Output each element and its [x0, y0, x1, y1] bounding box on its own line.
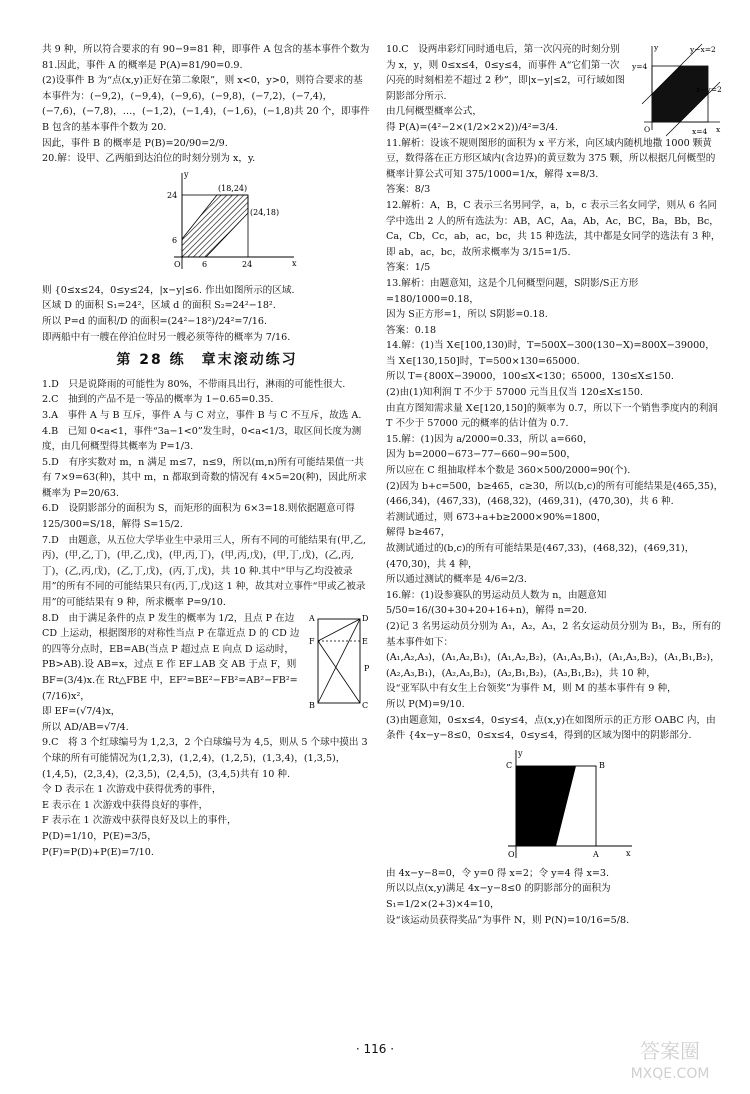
fig8-label-E: E [362, 636, 368, 646]
problem-10-figure [632, 42, 724, 138]
problem-8-figure [308, 611, 372, 711]
fig20-tick-x6: 6 [202, 259, 208, 269]
answer-3: 3.A 事件 A 与 B 互斥，事件 A 与 C 对立，事件 B 与 C 不互斥，故选 A. [42, 409, 362, 421]
answer-6: 6.D 设阴影部分的面积为 S，而矩形的面积为 6×3=18.则依据题意可得 125/300=S/18，解得 S=15/2. [42, 503, 358, 531]
answer-16-3: (2)记 3 名男运动员分别为 A₁，A₂，A₃，2 名女运动员分别为 B₁，B₂，所有的基本事件如下： [386, 620, 722, 648]
answer-12-final: 答案：1/5 [386, 262, 431, 274]
fig16-y-label: y [518, 748, 523, 758]
answer-15-1: 15.解：(1)因为 a/2000=0.33，所以 a=660， [386, 433, 593, 445]
fig20-tick-y24: 24 [167, 190, 178, 200]
answer-16-7: (3)由题意知，0≤x≤4，0≤y≤4，点(x,y)在如图所示的正方形 OABC 内，由条件 {4x−y−8≤0，0≤x≤4，0≤y≤4，得到的区域为图中的阴影部分. [386, 714, 716, 742]
answer-16-2: 5/50=16/(30+30+20+16+n)，解得 n=20. [386, 605, 587, 617]
fig8-label-D: D [362, 613, 369, 623]
left-top-para-3: 因此，事件 B 的概率是 P(B)=20/90=2/9. [42, 137, 228, 149]
answer-15-8: 所以通过测试的概率是 4/6=2/3. [386, 574, 527, 586]
fig20-point-24-18: (24,18) [250, 207, 280, 217]
fig10-y-label: y [654, 43, 659, 52]
fig10-origin: O [644, 125, 651, 134]
fig8-label-A: A [309, 613, 315, 623]
answer-7: 7.D 由题意，从五位大学毕业生中录用三人，所有不同的可能结果有(甲,乙,丙)，(甲,乙,丁)，(甲,乙,戊)，(甲,丙,丁)，(甲,丙,戊)，(甲,丁,戊)，(乙,丙,丁)，(乙,丙,戊)，(乙,丁,戊)，(丙,丁,戊)，共 10 种.其中“甲与乙均没被录用”的所有不同的可能结果只有(丙,丁,戊)这 1 种，故其对立事件“甲或乙被录用”的可能结果有 9 种，所求概率 P=9/10. [42, 534, 367, 609]
fig20-x-label: x [292, 258, 297, 268]
left-top-para-2: (2)设事件 B 为“点(x,y)正好在第二象限”，则 x<0，y>0，则符合要求的基本事件为：(−9,2)，(−9,4)，(−9,6)，(−9,8)，(−7,2)，(−7,4)，(−7,6)，(−7,8)，…，(−1,2)，(−1,4)，(−1,6)，(−1,8)共 20 个，即事件 B 包含的基本事件个数为 20. [42, 75, 373, 133]
answer-8: 8.D 由于满足条件的点 P 发生的概率为 1/2，且点 P 在边 CD 上运动，根据图形的对称性当点 P 在靠近点 D 的 CD 边的四等分点时，EB=AB(当点 P 超过点 E 向点 D 运动时，PB>AB).设 AB=x，过点 E 作 EF⊥AB 交 AB 于点 F，则 BF=(3/4)x.在 Rt△FBE 中，EF²=BE²−FB²=AB²−FB²=(7/16)x²， [42, 612, 300, 702]
answer-4: 4.B 已知 0<a<1，事件“3a−1<0”发生时，0<a<1/3，取区间长度为测度，由几何概型得其概率为 P=1/3. [42, 425, 362, 453]
watermark-line-2: MXQE.COM [630, 1066, 710, 1082]
answer-11-final: 答案：8/3 [386, 184, 431, 196]
fig10-line-x4: x=4 [692, 127, 708, 136]
left-mid-para-2: 区域 D 的面积 S₁=24²，区域 d 的面积 S₂=24²−18². [42, 300, 276, 312]
problem-20-figure [162, 169, 302, 281]
section-title: 第 28 练 章末滚动练习 [116, 352, 298, 369]
answer-2: 2.C 抽到的产品不是一等品的概率为 1−0.65=0.35. [42, 394, 274, 406]
right-column [386, 42, 724, 928]
left-top-para-1: 共 9 种，所以符合要求的有 90−9=81 种，即事件 A 包含的基本事件个数为 81.因此，事件 A 的概率是 P(A)=81/90=0.9. [42, 44, 373, 71]
fig20-tick-y6: 6 [172, 235, 178, 245]
left-mid-para-1: 则 {0≤x≤24，0≤y≤24，|x−y|≤6. 作出如图所示的区域. [42, 284, 295, 296]
answer-11: 11.解析：设该不规则图形的面积为 x 平方米，向区域内随机地撒 1000 颗黄豆，数得落在正方形区域内(含边界)的黄豆数为 375 颗，所以根据几何概型的概率计算公式可知 375/1000=1/x，解得 x=8/3. [386, 137, 716, 180]
answer-13-b: 因为 S正方形=1，所以 S阴影=0.18. [386, 309, 548, 321]
watermark-logo [606, 1034, 734, 1084]
answer-13: 13.解析：由题意知，这是个几何概型问题，S阴影/S正方形=180/1000=0.18， [386, 277, 639, 305]
fig8-label-B: B [309, 700, 315, 710]
fig10-line-yx2: y−x=2 [690, 45, 716, 54]
watermark-line-1: 答案圈 [640, 1039, 700, 1063]
answer-15-6: 解得 b≥467， [386, 527, 451, 539]
answer-15-4: (2)因为 b+c=500，b≥465，c≥30，所以(b,c)的所有可能结果是(465,35)，(466,34)，(467,33)，(468,32)，(469,31)，(470,30)，共 6 种. [386, 480, 724, 508]
answer-1: 1.D 只是说降雨的可能性为 80%，不带雨具出行，淋雨的可能性很大. [42, 378, 346, 390]
answer-16-4: (A₁,A₂,A₃)，(A₁,A₂,B₁)，(A₁,A₂,B₂)，(A₁,A₃,B₁)，(A₁,A₃,B₂)，(A₁,B₁,B₂)，(A₂,A₃,B₁)，(A₂,A₃,B₂)，(A₂,B₁,B₂)，(A₃,B₁,B₂)，共 10 种， [386, 652, 720, 679]
fig8-label-F: F [309, 636, 315, 646]
answer-9-d: 令 D 表示在 1 次游戏中获得优秀的事件， [42, 784, 222, 796]
fig20-y-label: y [184, 169, 189, 179]
answer-14-3: 所以 T={800X−39000，100≤X<130；65000，130≤X≤150. [386, 371, 674, 383]
answer-16-8: 由 4x−y−8=0，令 y=0 得 x=2；令 y=4 得 x=3. [386, 867, 610, 879]
left-mid-para-4: 即两船中有一艘在停泊位时另一艘必须等待的概率为 7/16. [42, 331, 291, 343]
left-top-para-4: 20.解：设甲、乙两船到达泊位的时刻分别为 x，y. [42, 153, 256, 165]
fig16-label-A: A [593, 849, 599, 859]
problem-16-figure [486, 746, 636, 864]
fig10-x-label: x [716, 125, 721, 134]
answer-14-4: (2)由(1)知利润 T 不少于 57000 元当且仅当 120≤X≤150. [386, 387, 644, 399]
answer-16-9: 所以以点(x,y)满足 4x−y−8≤0 的阴影部分的面积为 [386, 883, 611, 895]
left-column [42, 42, 372, 860]
answer-15-5: 若测试通过，则 673+a+b≥2000×90%=1800， [386, 511, 607, 523]
fig16-label-C: C [506, 760, 513, 770]
answer-8-block [42, 611, 372, 710]
fig16-label-B: B [599, 760, 605, 770]
fig16-x-label: x [626, 848, 631, 858]
answer-8-ratio: 所以 AD/AB=√7/4. [42, 721, 129, 733]
answer-9-f: F 表示在 1 次游戏中获得良好及以上的事件， [42, 815, 237, 827]
fig10-line-y4: y=4 [632, 62, 648, 71]
answer-14-1: 14.解：(1)当 X∈[100,130)时，T=500X−300(130−X)=800X−39000， [386, 340, 715, 352]
left-mid-para-3: 所以 P=d 的面积/D 的面积=(24²−18²)/24²=7/16. [42, 315, 268, 327]
fig10-line-xy2: x−y=2 [696, 85, 722, 94]
answer-9-pf: P(F)=P(D)+P(E)=7/10. [42, 846, 154, 858]
answer-15-2: 因为 b=2000−673−77−660−90=500， [386, 449, 576, 461]
answer-16-11: 设“该运动员获得奖品”为事件 N，则 P(N)=10/16=5/8. [386, 914, 630, 926]
answer-16-5: 设“亚军队中有女生上台领奖”为事件 M，则 M 的基本事件有 9 种， [386, 683, 677, 695]
answer-14-2: 当 X∈[130,150]时，T=500×130=65000. [386, 355, 580, 367]
answer-10-formula-intro: 由几何概型概率公式， [386, 106, 482, 118]
fig20-origin: O [174, 259, 181, 269]
answer-10-result: 得 P(A)=(4²−2×(1/2×2×2))/4²=3/4. [386, 121, 559, 133]
fig20-tick-x24: 24 [242, 259, 253, 269]
answer-10: 10.C 设两串彩灯同时通电后，第一次闪亮的时刻分别为 x，y，则 0≤x≤4，0≤y≤4，而事件 A“它们第一次闪亮的时刻相差不超过 2 秒”，即|x−y|≤2，可行域如图阴影部分所示. [386, 44, 625, 102]
fig8-label-C: C [362, 700, 369, 710]
answer-9: 9.C 将 3 个红球编号为 1,2,3，2 个白球编号为 4,5，则从 5 个球中摸出 3 个球的所有可能情况为(1,2,3)，(1,2,4)，(1,2,5)，(1,3,4)，(1,3,5)，(1,4,5)，(2,3,4)，(2,3,5)，(2,4,5)，(3,4,5)共有 10 种. [42, 737, 371, 780]
answer-14-5: 由直方图知需求量 X∈[120,150]的频率为 0.7，所以下一个销售季度内的利润 T 不少于 57000 元的概率的估计值为 0.7. [386, 402, 721, 430]
fig8-label-P: P [364, 663, 370, 673]
answer-13-final: 答案：0.18 [386, 324, 437, 336]
answer-9-pde: P(D)=1/10，P(E)=3/5， [42, 830, 157, 842]
fig16-label-O: O [508, 849, 515, 859]
answer-5: 5.D 有序实数对 m，n 满足 m≤7，n≤9，所以(m,n)所有可能结果值一共有 7×9=63(种)，其中 m，n 都取到奇数的情况有 4×5=20(种)，因此所求概率为 P=20/63. [42, 456, 367, 499]
answer-15-7: 故测试通过的(b,c)的所有可能结果是(467,33)，(468,32)，(469,31)，(470,30)，共 4 种， [386, 543, 695, 570]
page-number: · 116 · [355, 1042, 395, 1056]
answer-16-10: S₁=1/2×(2+3)×4=10， [386, 898, 500, 910]
answer-16-6: 所以 P(M)=9/10. [386, 698, 465, 710]
fig20-point-18-24: (18,24) [218, 183, 248, 193]
answer-9-e: E 表示在 1 次游戏中获得良好的事件， [42, 799, 209, 811]
answer-12: 12.解析：A，B，C 表示三名男同学，a，b，c 表示三名女同学，则从 6 名同学中选出 2 人的所有选法为：AB，AC，Aa，Ab，Ac，BC，Ba，Bb，Bc，Ca，Cb，Cc，ab，ac，bc，共 15 种选法，其中都是女同学的选法有 3 种，即 ab，ac，bc，故所求概率为 3/15=1/5. [386, 199, 721, 258]
answer-10-block [386, 42, 724, 136]
answer-15-3: 所以应在 C 组抽取样本个数是 360×500/2000=90(个). [386, 465, 631, 477]
answer-8-ef: 即 EF=(√7/4)x， [42, 706, 121, 718]
answer-16-1: 16.解：(1)设参赛队的男运动员人数为 n，由题意知 [386, 589, 607, 601]
